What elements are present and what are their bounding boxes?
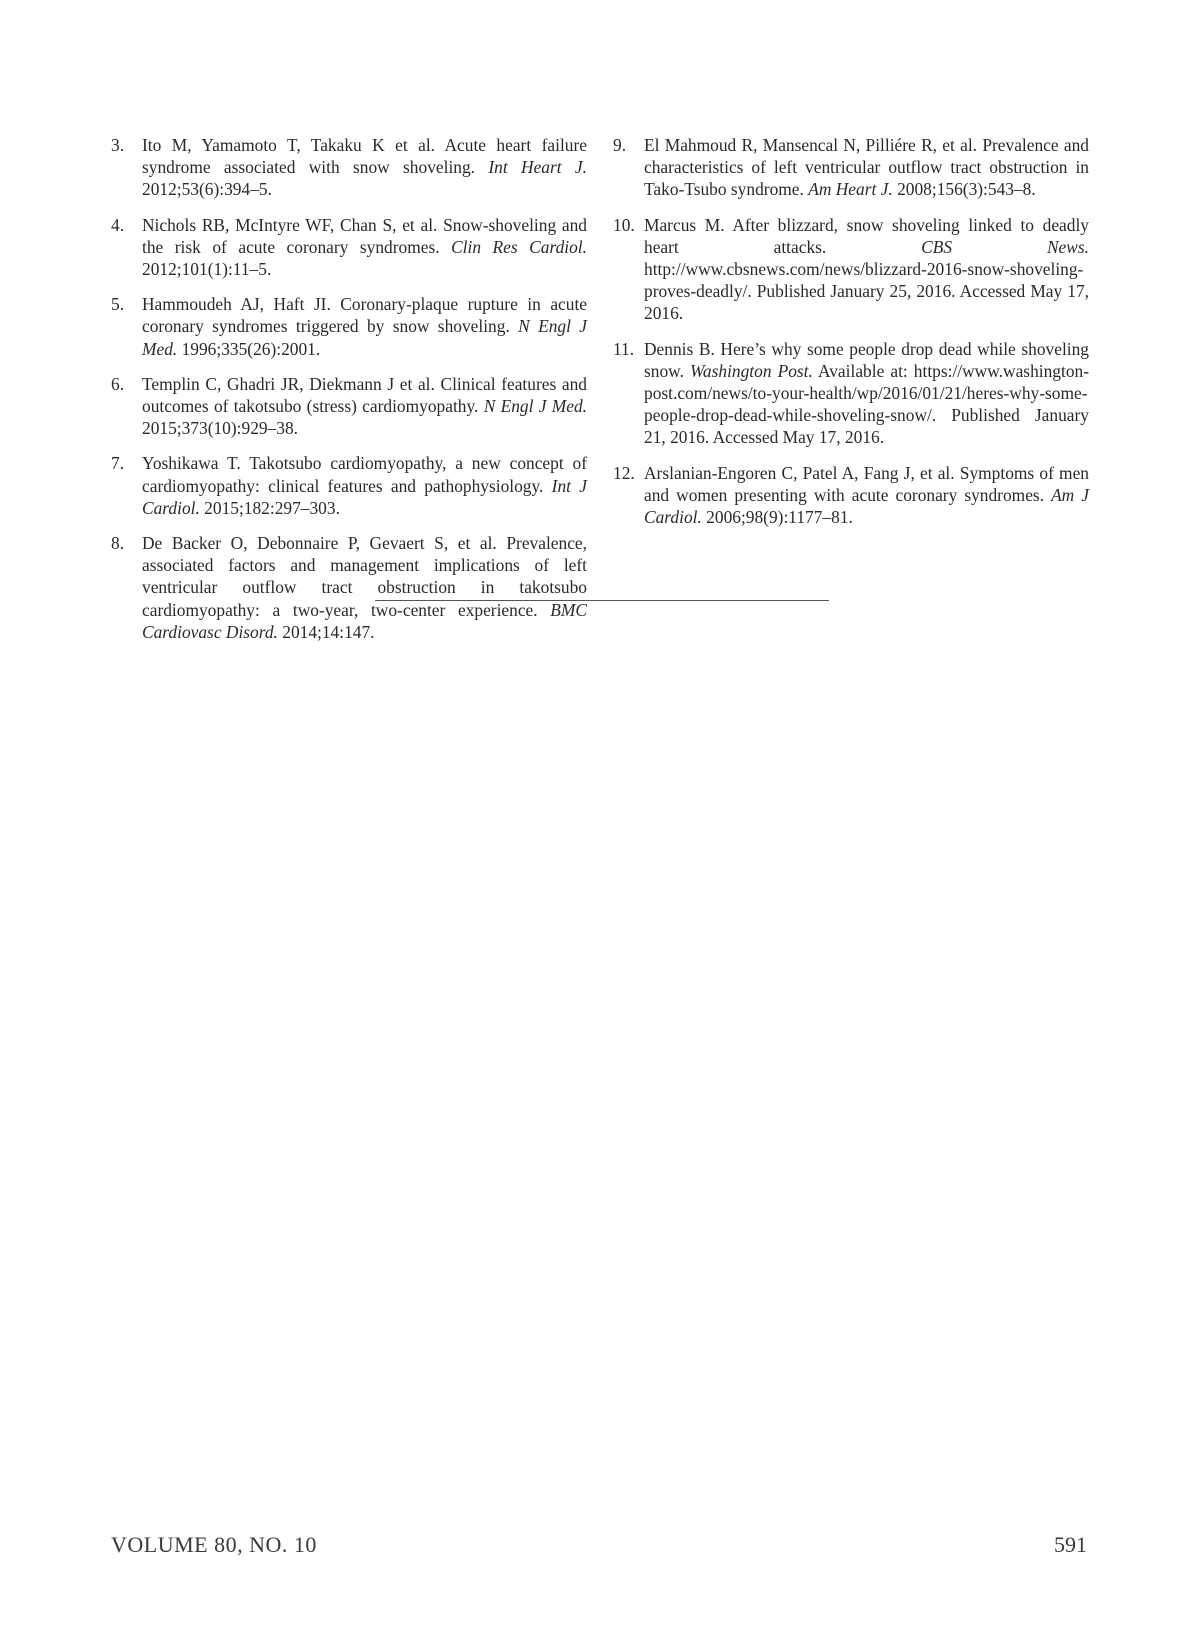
journal-title: N Engl J Med. bbox=[142, 316, 588, 359]
reference-number: 8. bbox=[111, 533, 125, 554]
reference-text bbox=[142, 135, 587, 199]
reference-text bbox=[142, 453, 587, 517]
reference-segment: 2015;373(10):929–38. bbox=[142, 418, 299, 439]
references-column-right bbox=[613, 134, 1089, 541]
journal-title: Am J Cardiol. bbox=[644, 484, 1089, 528]
journal-title: Washington Post. bbox=[690, 360, 813, 381]
reference-item bbox=[613, 134, 1089, 201]
reference-item bbox=[111, 293, 587, 360]
reference-item bbox=[613, 338, 1089, 449]
reference-segment: 2014;14:147. bbox=[277, 621, 375, 642]
reference-item bbox=[111, 532, 587, 643]
reference-segment: Templin C, Ghadri JR, Diekmann J et al. Clinical features and outcomes of takotsubo (stress) cardiomyopathy. bbox=[142, 373, 587, 417]
reference-segment: De Backer O, Debonnaire P, Gevaert S, et al. Prevalence, associated factors and management implications of left ventricular outflow tract obstruction in takotsubo cardiomyopathy: a two-year, two-center experience. bbox=[142, 533, 587, 620]
reference-segment: Arslanian-Engoren C, Patel A, Fang J, et al. Symptoms of men and women presenting with acute coronary syndromes. bbox=[644, 462, 1089, 505]
reference-number: 9. bbox=[613, 135, 627, 155]
reference-number: 7. bbox=[111, 453, 125, 474]
reference-item bbox=[613, 214, 1089, 325]
reference-segment: 2012;101(1):11–5. bbox=[142, 259, 272, 280]
reference-segment: Nichols RB, McIntyre WF, Chan S, et al. Snow-shoveling and the risk of acute coronary syndromes. bbox=[142, 214, 587, 257]
journal-title: N Engl J Med. bbox=[483, 396, 587, 417]
section-divider bbox=[375, 600, 829, 601]
reference-text bbox=[142, 533, 587, 642]
reference-number: 3. bbox=[111, 135, 125, 155]
reference-text bbox=[142, 294, 587, 358]
reference-item bbox=[111, 214, 587, 281]
reference-segment: 2015;182:297–303. bbox=[199, 497, 340, 518]
reference-segment: 2008;156(3):543–8. bbox=[892, 179, 1036, 200]
reference-segment: http://www.cbsnews.com/news/blizzard-2016-snow-shoveling-proves-deadly/. Published January 25, 2016. Accessed May 17, 2016. bbox=[644, 259, 1089, 324]
volume-label: VOLUME 80, NO. 10 bbox=[111, 1532, 317, 1557]
reference-segment: El Mahmoud R, Mansencal N, Pilliére R, et al. Prevalence and characteristics of left ventricular outflow tract obstruction in Tako-Tsubo syndrome. bbox=[644, 135, 1089, 200]
reference-segment: Ito M, Yamamoto T, Takaku K et al. Acute heart failure syndrome associated with snow shoveling. bbox=[142, 135, 587, 178]
journal-title: Clin Res Cardiol. bbox=[451, 236, 587, 257]
reference-text bbox=[644, 215, 1089, 324]
reference-segment: Yoshikawa T. Takotsubo cardiomyopathy, a new concept of cardiomyopathy: clinical features and pathophysiology. bbox=[142, 453, 587, 496]
reference-text bbox=[644, 135, 1089, 199]
reference-number: 6. bbox=[111, 373, 125, 394]
reference-number: 5. bbox=[111, 294, 125, 315]
journal-title: Int J Cardiol. bbox=[142, 475, 587, 518]
reference-number: 12. bbox=[613, 462, 635, 483]
reference-number: 11. bbox=[613, 338, 635, 359]
reference-number: 10. bbox=[613, 214, 635, 235]
reference-text bbox=[142, 374, 587, 438]
journal-title: Am Heart J. bbox=[808, 179, 893, 200]
reference-number: 4. bbox=[111, 214, 125, 235]
reference-item bbox=[111, 134, 587, 201]
journal-title: BMC Cardiovasc Disord. bbox=[142, 599, 587, 642]
reference-text bbox=[644, 339, 1089, 448]
page-number: 591 bbox=[1054, 1532, 1087, 1557]
references-column-left bbox=[111, 134, 587, 656]
reference-segment: 2012;53(6):394–5. bbox=[142, 179, 272, 200]
reference-segment: 1996;335(26):2001. bbox=[177, 338, 321, 359]
reference-item bbox=[111, 452, 587, 519]
reference-segment: Marcus M. After blizzard, snow shoveling linked to deadly heart attacks. bbox=[644, 214, 1089, 257]
reference-segment: Available at: https://www.washington-post.com/news/to-your-health/wp/2016/01/21/heres-why-some-people-drop-dead-while-shoveling-snow/. Published January 21, 2016. Accessed May 17, 2016. bbox=[644, 360, 1089, 448]
reference-segment: Dennis B. Here’s why some people drop dead while shoveling snow. bbox=[644, 338, 1089, 381]
reference-segment: 2006;98(9):1177–81. bbox=[701, 507, 853, 528]
reference-segment: Hammoudeh AJ, Haft JI. Coronary-plaque rupture in acute coronary syndromes triggered by snow shoveling. bbox=[142, 294, 587, 337]
reference-item bbox=[613, 462, 1089, 529]
journal-title: CBS News. bbox=[921, 236, 1089, 257]
journal-title: Int Heart J. bbox=[488, 157, 587, 178]
reference-text bbox=[644, 463, 1089, 527]
reference-item bbox=[111, 373, 587, 440]
reference-text bbox=[142, 215, 587, 279]
